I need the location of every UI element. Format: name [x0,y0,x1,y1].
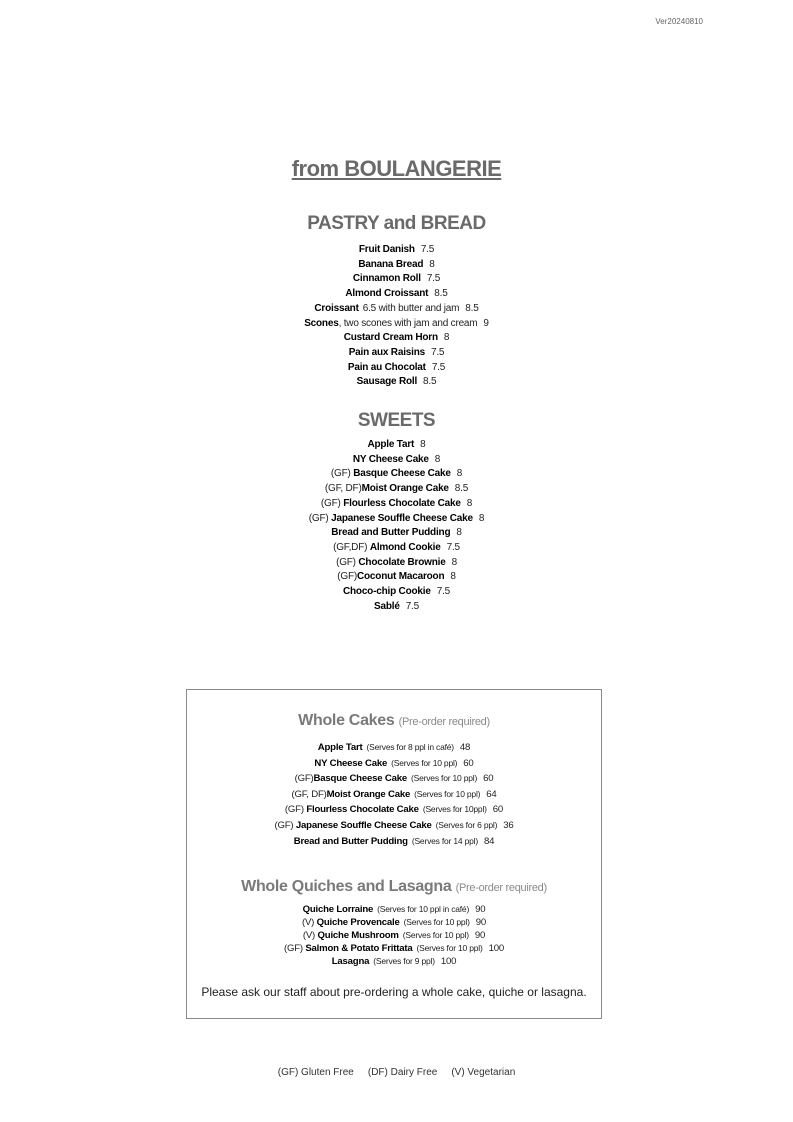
item-price: 100 [488,943,505,954]
dietary-prefix: (GF, DF) [291,788,327,800]
item-note: (Serves for 10 ppl) [402,930,469,940]
legend-item: (GF) Gluten Free [277,1067,354,1078]
menu-item [187,942,601,955]
item-note: (Serves for 10 ppl) [414,788,481,799]
section-title-pastry: PASTRY and BREAD [307,213,486,234]
item-price: 48 [459,742,471,753]
menu-item [187,903,601,916]
whole-quiches-list [187,903,601,968]
legend-item: (V) Vegetarian [451,1067,516,1078]
item-note: (Serves for 10 ppl in café) [377,904,470,914]
item-name: Sablé [374,600,400,612]
item-name: Scones [304,317,339,329]
item-price: 36 [503,819,514,831]
menu-item [0,346,793,361]
item-name: Almond Cookie [369,541,441,553]
menu-item [0,272,793,287]
item-price: 8 [478,512,485,524]
dietary-prefix: (GF,DF) [333,541,370,553]
item-name: NY Cheese Cake [314,757,388,769]
pastry-list [0,243,793,390]
menu-item [0,600,793,615]
item-note: 6.5 with butter and jam [362,302,460,314]
item-price: 84 [483,835,495,847]
item-note: (Serves for 10 ppl) [416,943,483,953]
item-price: 7.5 [430,346,445,358]
dietary-prefix: (GF) [330,468,354,480]
menu-item [187,818,601,834]
menu-item [0,258,793,273]
item-price: 7.5 [436,586,451,598]
item-price: 8 [456,527,462,539]
item-name: Apple Tart [317,742,363,753]
item-name: Flourless Chocolate Cake [306,804,419,816]
item-name: Coconut Macaroon [357,571,445,583]
menu-item [187,787,601,803]
item-price: 8 [434,453,441,465]
item-note: , two scones with jam and cream [338,317,478,329]
item-price: 90 [475,917,487,928]
dietary-prefix: (GF) [336,556,359,568]
item-note: (Serves for 14 ppl) [411,835,478,846]
whole-cakes-title-text: Whole Cakes [298,712,395,729]
item-name: Pain aux Raisins [348,346,425,358]
menu-item [0,556,793,571]
item-name: Lasagna [331,956,370,967]
menu-item [187,740,601,756]
whole-quiches-subtitle: (Pre-order required) [455,882,547,894]
menu-item [187,802,601,818]
page-title: from BOULANGERIE [291,156,502,181]
section-title-sweets: SWEETS [357,410,436,431]
whole-cakes-subtitle: (Pre-order required) [398,716,490,728]
item-note: (Serves for 10 ppl) [410,773,478,784]
whole-quiches-title-text: Whole Quiches and Lasagna [241,878,452,895]
dietary-prefix: (GF) [337,571,357,583]
menu-item [0,570,793,585]
item-note: (Serves for 6 ppl) [435,819,498,830]
menu-item [0,361,793,376]
whole-quiches-title [187,878,601,896]
item-price: 8 [429,258,435,270]
item-price: 8.5 [454,483,469,495]
item-price: 8.5 [434,288,448,300]
item-name: Banana Bread [358,258,424,270]
menu-item [0,375,793,390]
item-price: 7.5 [405,600,419,612]
item-price: 8 [450,571,456,583]
item-price: 8 [456,468,463,480]
item-name: Bread and Butter Pudding [293,835,408,847]
item-price: 64 [486,788,497,800]
menu-item [0,482,793,497]
menu-item [187,916,601,929]
item-name: Moist Orange Cake [326,788,411,800]
item-price: 7.5 [446,541,460,553]
menu-item [187,756,601,772]
item-name: Basque Cheese Cake [313,773,407,785]
item-price: 8.5 [465,302,479,314]
dietary-prefix: (GF) [283,943,306,954]
menu-item [0,541,793,556]
dietary-prefix: (GF) [274,819,296,831]
dietary-prefix: (V) [302,930,318,941]
item-price: 100 [440,956,457,967]
item-price: 7.5 [426,273,441,285]
item-price: 60 [492,804,504,816]
dietary-prefix: (GF) [294,773,314,785]
dietary-prefix: (GF) [308,512,332,524]
item-note: (Serves for 8 ppl in café) [366,742,454,752]
preorder-box [186,689,602,1019]
item-name: Japanese Souffle Cheese Cake [331,512,473,524]
item-price: 8 [443,332,450,344]
item-price: 7.5 [431,361,446,373]
menu-item [187,834,601,850]
item-name: Apple Tart [367,439,415,450]
item-note: (Serves for 9 ppl) [373,956,435,966]
item-name: Fruit Danish [358,244,415,255]
menu-item [0,497,793,512]
item-price: 8 [451,556,457,568]
menu-item [0,467,793,482]
item-name: Almond Croissant [345,288,429,300]
menu-item [0,331,793,346]
item-name: Bread and Butter Pudding [331,527,451,539]
item-price: 60 [463,757,474,769]
legend-item: (DF) Dairy Free [367,1067,438,1078]
item-name: Chocolate Brownie [358,556,446,568]
item-note: (Serves for 10 ppl) [403,917,470,927]
menu-item [187,929,601,942]
preorder-notice: Please ask our staff about pre-ordering a whole cake, quiche or lasagna. [201,985,587,999]
item-name: Pain au Chocolat [347,361,426,373]
menu-item [0,243,793,258]
menu-item [0,317,793,332]
item-name: Quiche Lorraine [302,904,374,915]
item-name: Salmon & Potato Frittata [305,943,413,954]
item-name: Custard Cream Horn [343,332,438,344]
item-name: Croissant [314,302,359,314]
item-name: Japanese Souffle Cheese Cake [295,819,432,831]
item-note: (Serves for 10 ppl) [391,757,458,768]
menu-item [0,512,793,527]
item-price: 7.5 [420,244,435,255]
version-label: Ver20240810 [655,17,703,26]
menu-item [0,526,793,541]
menu-item [187,771,601,787]
item-name: Quiche Mushroom [317,930,399,941]
item-price: 8 [466,497,473,509]
dietary-prefix: (GF) [320,497,344,509]
whole-cakes-list [187,740,601,849]
dietary-prefix: (GF) [284,804,307,816]
whole-cakes-title [187,712,601,730]
item-price: 90 [474,930,486,941]
dietary-legend [0,1067,793,1078]
item-name: Sausage Roll [356,376,418,388]
item-name: Moist Orange Cake [361,483,449,495]
item-note: (Serves for 10ppl) [422,804,487,815]
sweets-list [0,438,793,614]
item-name: Basque Cheese Cake [353,468,451,480]
item-name: Quiche Provencale [316,917,400,928]
item-name: NY Cheese Cake [352,453,429,465]
menu-item [0,585,793,600]
item-price: 90 [475,904,486,915]
item-price: 8 [420,439,426,450]
menu-item [0,287,793,302]
menu-item [187,955,601,968]
item-price: 9 [483,317,489,329]
item-price: 8.5 [423,376,437,388]
item-name: Choco-chip Cookie [342,586,431,598]
item-price: 60 [483,773,494,785]
dietary-prefix: (V) [301,917,317,928]
dietary-prefix: (GF, DF) [324,483,362,495]
menu-item [0,453,793,468]
menu-item [0,438,793,453]
item-name: Flourless Chocolate Cake [343,497,461,509]
item-name: Cinnamon Roll [352,273,421,285]
menu-item [0,302,793,317]
